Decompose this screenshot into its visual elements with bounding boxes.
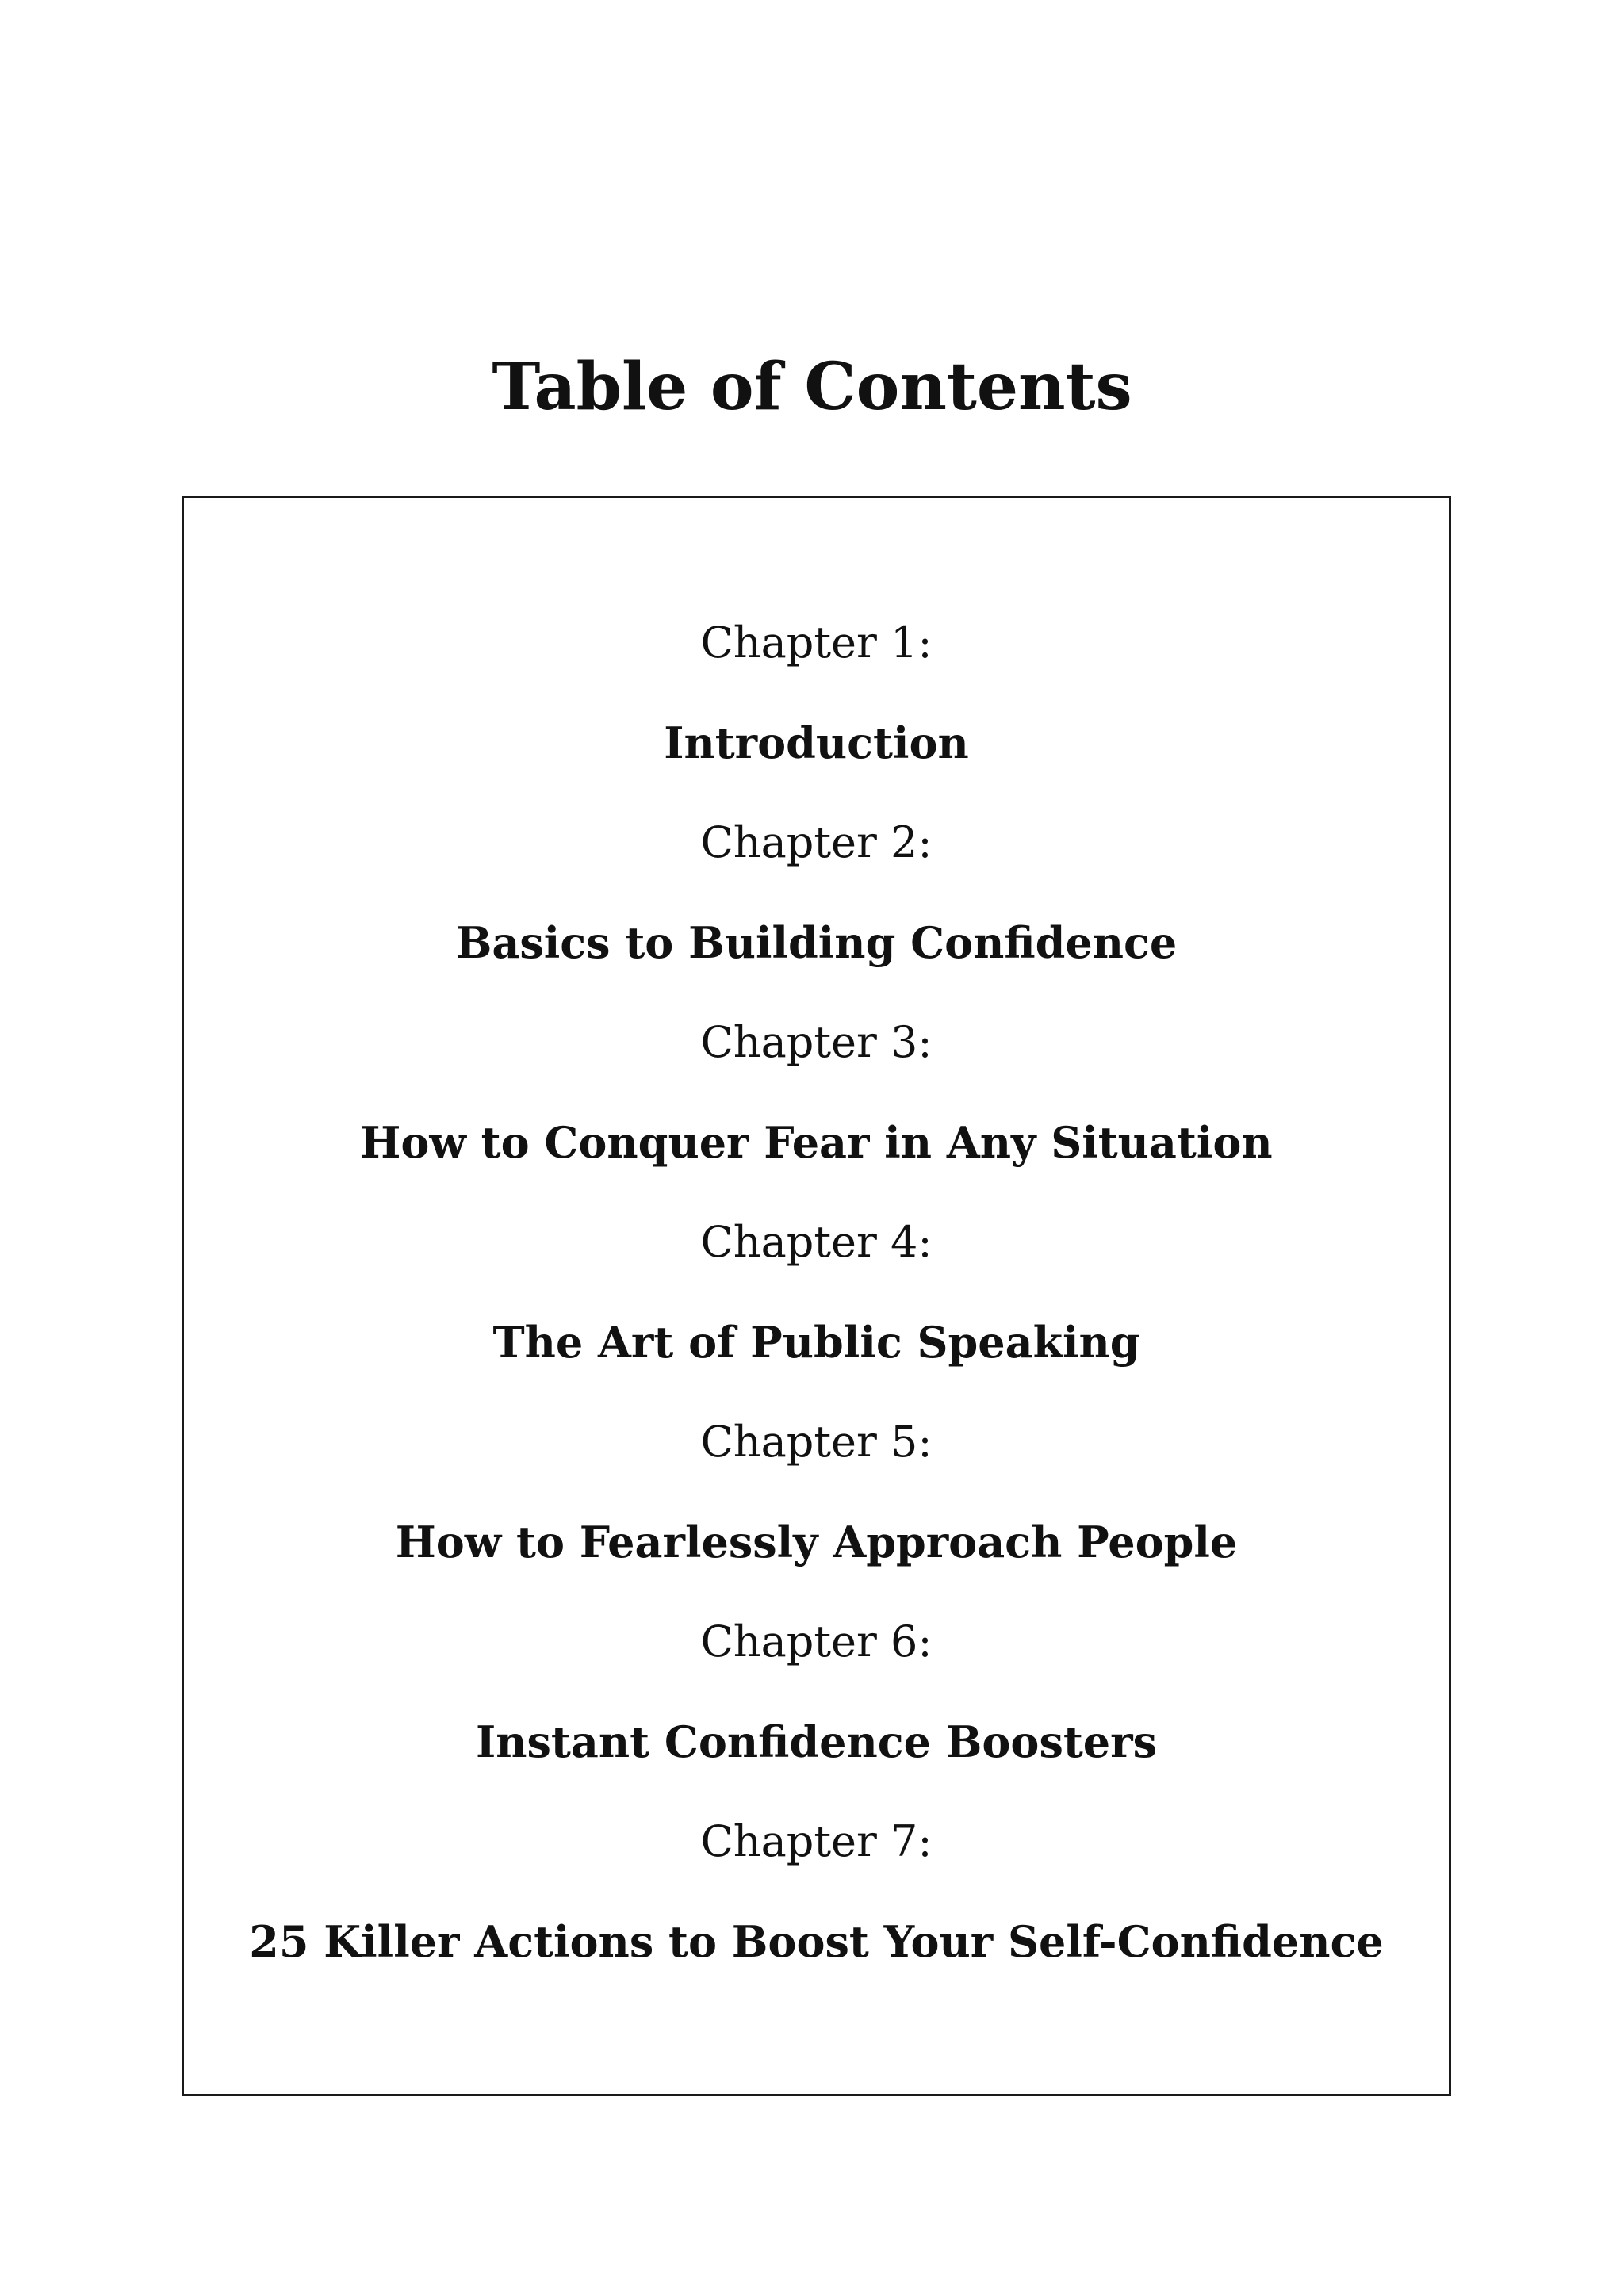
toc-entry — [184, 793, 1449, 993]
chapter-number: Chapter 4: — [700, 1217, 933, 1267]
toc-entry — [184, 593, 1449, 793]
page-title: Table of Contents — [492, 349, 1132, 425]
chapter-title: The Art of Public Speaking — [492, 1317, 1140, 1368]
chapter-number: Chapter 7: — [700, 1816, 933, 1866]
table-of-contents-box — [182, 496, 1451, 2096]
chapter-number: Chapter 5: — [700, 1417, 933, 1467]
toc-entry — [184, 1192, 1449, 1392]
chapter-title: Introduction — [664, 718, 969, 768]
chapter-number: Chapter 1: — [700, 618, 933, 668]
chapter-title: Instant Confidence Boosters — [475, 1716, 1158, 1767]
chapter-number: Chapter 3: — [700, 1017, 933, 1067]
chapter-number: Chapter 2: — [700, 817, 933, 867]
chapter-title: How to Conquer Fear in Any Situation — [360, 1117, 1273, 1168]
chapter-title: Basics to Building Confidence — [455, 917, 1178, 968]
chapter-title: 25 Killer Actions to Boost Your Self-Confidence — [249, 1916, 1384, 1967]
chapter-number: Chapter 6: — [700, 1617, 933, 1667]
toc-entry — [184, 1792, 1449, 1992]
chapter-title: How to Fearlessly Approach People — [395, 1517, 1238, 1567]
toc-entry — [184, 1392, 1449, 1592]
toc-list — [184, 593, 1449, 1992]
toc-entry — [184, 993, 1449, 1192]
toc-entry — [184, 1592, 1449, 1792]
